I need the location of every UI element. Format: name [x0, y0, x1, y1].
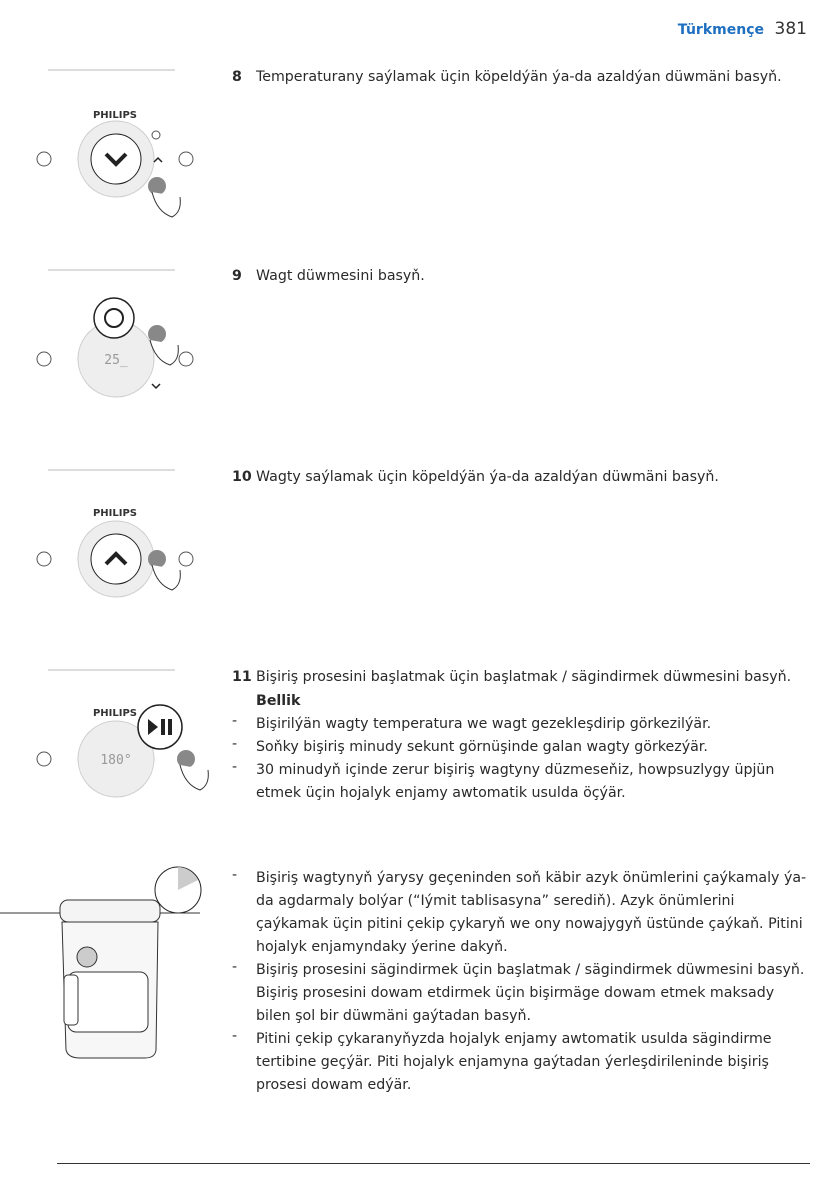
control-panel-decrease-illustration [20, 62, 210, 222]
footer-rule [57, 1163, 810, 1164]
step-11 [232, 666, 812, 689]
tip-item: - Pitini çekip çykaranyňyzda hojalyk enjamy awtomatik usulda sägindirme tertibine geçýär. Piti hojalyk enjamyna gaýtadan ýerleşdirileninde bişiriş prosesi dowam edýär. [232, 1028, 807, 1097]
hand-pointer-icon [152, 192, 180, 217]
step-9 [232, 265, 812, 288]
step-text: Wagty saýlamak üçin köpeldýän ýa-da azaldýan düwmäni basyň. [256, 469, 719, 485]
note-item: - Bişirilýän wagty temperatura we wagt gezekleşdirip görkezilýär. [232, 713, 807, 736]
page-number: 381 [774, 19, 807, 39]
header-language: Türkmençe [677, 22, 764, 38]
note-item: - Soňky bişiriş minudy sekunt görnüşinde galan wagty görkezýär. [232, 736, 807, 759]
control-panel-increase-illustration [20, 462, 210, 602]
step-number: 9 [232, 268, 242, 284]
note-item: - 30 minudyň içinde zerur bişiriş wagtyny düzmeseňiz, howpsuzlygy üpjün etmek üçin hojalyk enjamy awtomatik usulda öçýär. [232, 759, 807, 805]
tip-item: - Bişiriş prosesini sägindirmek üçin başlatmak / sägindirmek düwmesini basyň. Bişiriş prosesini dowam etdirmek üçin bişirmäge dowam etmek maksady bilen şol bir düwmäni gaýtadan basyň. [232, 959, 807, 1028]
brand-logo: PHILIPS [92, 110, 138, 121]
airfryer-shake-illustration [0, 860, 210, 1060]
tips-list [232, 867, 807, 1097]
step-text: Temperaturany saýlamak üçin köpeldýän ýa-da azaldýan düwmäni basyň. [256, 69, 782, 85]
display-time: 25_ [104, 353, 128, 368]
hand-pointer-icon [180, 765, 208, 790]
note-title: Bellik [256, 693, 301, 709]
step-10 [232, 466, 812, 489]
step-number: 8 [232, 69, 242, 85]
brand-logo: PHILIPS [92, 708, 138, 719]
step-8 [232, 66, 812, 89]
step-number: 11 [232, 669, 252, 685]
note-list [232, 713, 807, 805]
step-text: Wagt düwmesini basyň. [256, 268, 425, 284]
step-number: 10 [232, 469, 252, 485]
tip-item: - Bişiriş wagtynyň ýarysy geçeninden soň käbir azyk önümlerini çaýkamaly ýa-da agdarmaly bolýar (“Iýmit tablisasyna” serediň). Azyk önümlerini çaýkamak üçin pitini çekip çykaryň we ony nowajygyň üstünde çaýkaň. Pitini hojalyk enjamyndaky ýerine dakyň. [232, 867, 807, 959]
basket-handle [64, 975, 78, 1025]
control-panel-start-illustration [20, 662, 220, 802]
control-panel-timer-illustration [20, 262, 210, 402]
step-text: Bişiriş prosesini başlatmak üçin başlatmak / sägindirmek düwmesini basyň. [256, 669, 792, 685]
display-temperature: 180° [100, 753, 132, 768]
hand-pointer-icon [152, 565, 180, 590]
brand-logo: PHILIPS [92, 508, 138, 519]
